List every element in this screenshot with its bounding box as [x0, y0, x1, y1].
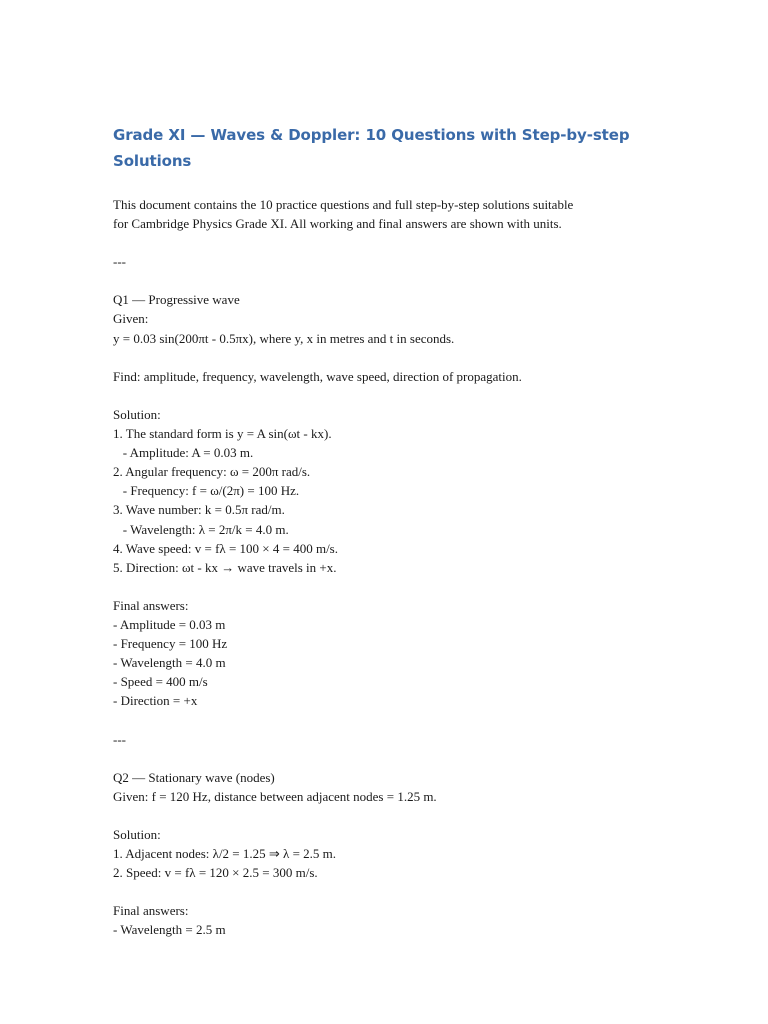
intro-line: for Cambridge Physics Grade XI. All working and final answers are shown with units. [113, 216, 562, 232]
given-label: Given: [113, 311, 149, 327]
final-answer: - Wavelength = 4.0 m [113, 655, 226, 671]
intro-paragraph [113, 195, 673, 233]
given-text: Given: f = 120 Hz, distance between adjacent nodes = 1.25 m. [113, 788, 437, 804]
solution-step: 2. Angular frequency: ω = 200π rad/s. [113, 464, 311, 480]
question-heading: Q1 — Progressive wave [113, 292, 240, 308]
given-text: y = 0.03 sin(200πt - 0.5πx), where y, x in metres and t in seconds. [113, 330, 455, 346]
section-separator: --- [113, 731, 126, 747]
solution-label: Solution: [113, 406, 161, 422]
solution-step: - Wavelength: λ = 2π/k = 4.0 m. [113, 521, 289, 537]
solution-step: - Amplitude: A = 0.03 m. [113, 445, 254, 461]
solution-label: Solution: [113, 827, 161, 842]
document-body [113, 252, 673, 939]
solution-step: 3. Wave number: k = 0.5π rad/m. [113, 502, 285, 518]
final-answers-label: Final answers: [113, 597, 189, 613]
document-page [113, 122, 673, 940]
final-answer: - Direction = +x [113, 693, 198, 709]
final-answer: - Wavelength = 2.5 m [113, 922, 226, 938]
find-text: Find: amplitude, frequency, wavelength, wave speed, direction of propagation. [113, 368, 522, 384]
solution-step: 2. Speed: v = fλ = 120 × 2.5 = 300 m/s. [113, 865, 318, 881]
section-separator: --- [113, 254, 126, 270]
question-2 [113, 768, 673, 940]
final-answer: - Speed = 400 m/s [113, 674, 208, 690]
solution-step: 5. Direction: ωt - kx → wave travels in +x. [113, 559, 337, 575]
solution-step: 1. The standard form is y = A sin(ωt - kx). [113, 426, 332, 442]
question-1 [113, 290, 673, 710]
intro-line: This document contains the 10 practice questions and full step-by-step solutions suitable [113, 197, 574, 212]
solution-step: - Frequency: f = ω/(2π) = 100 Hz. [113, 483, 300, 499]
question-heading: Q2 — Stationary wave (nodes) [113, 769, 275, 785]
solution-step: 4. Wave speed: v = fλ = 100 × 4 = 400 m/s. [113, 540, 338, 556]
solution-step: 1. Adjacent nodes: λ/2 = 1.25 ⇒ λ = 2.5 m. [113, 846, 337, 862]
final-answers-label: Final answers: [113, 903, 189, 919]
final-answer: - Frequency = 100 Hz [113, 636, 228, 652]
final-answer: - Amplitude = 0.03 m [113, 616, 226, 632]
document-title: Grade XI — Waves & Doppler: 10 Questions with Step-by-step Solutions [113, 126, 630, 170]
